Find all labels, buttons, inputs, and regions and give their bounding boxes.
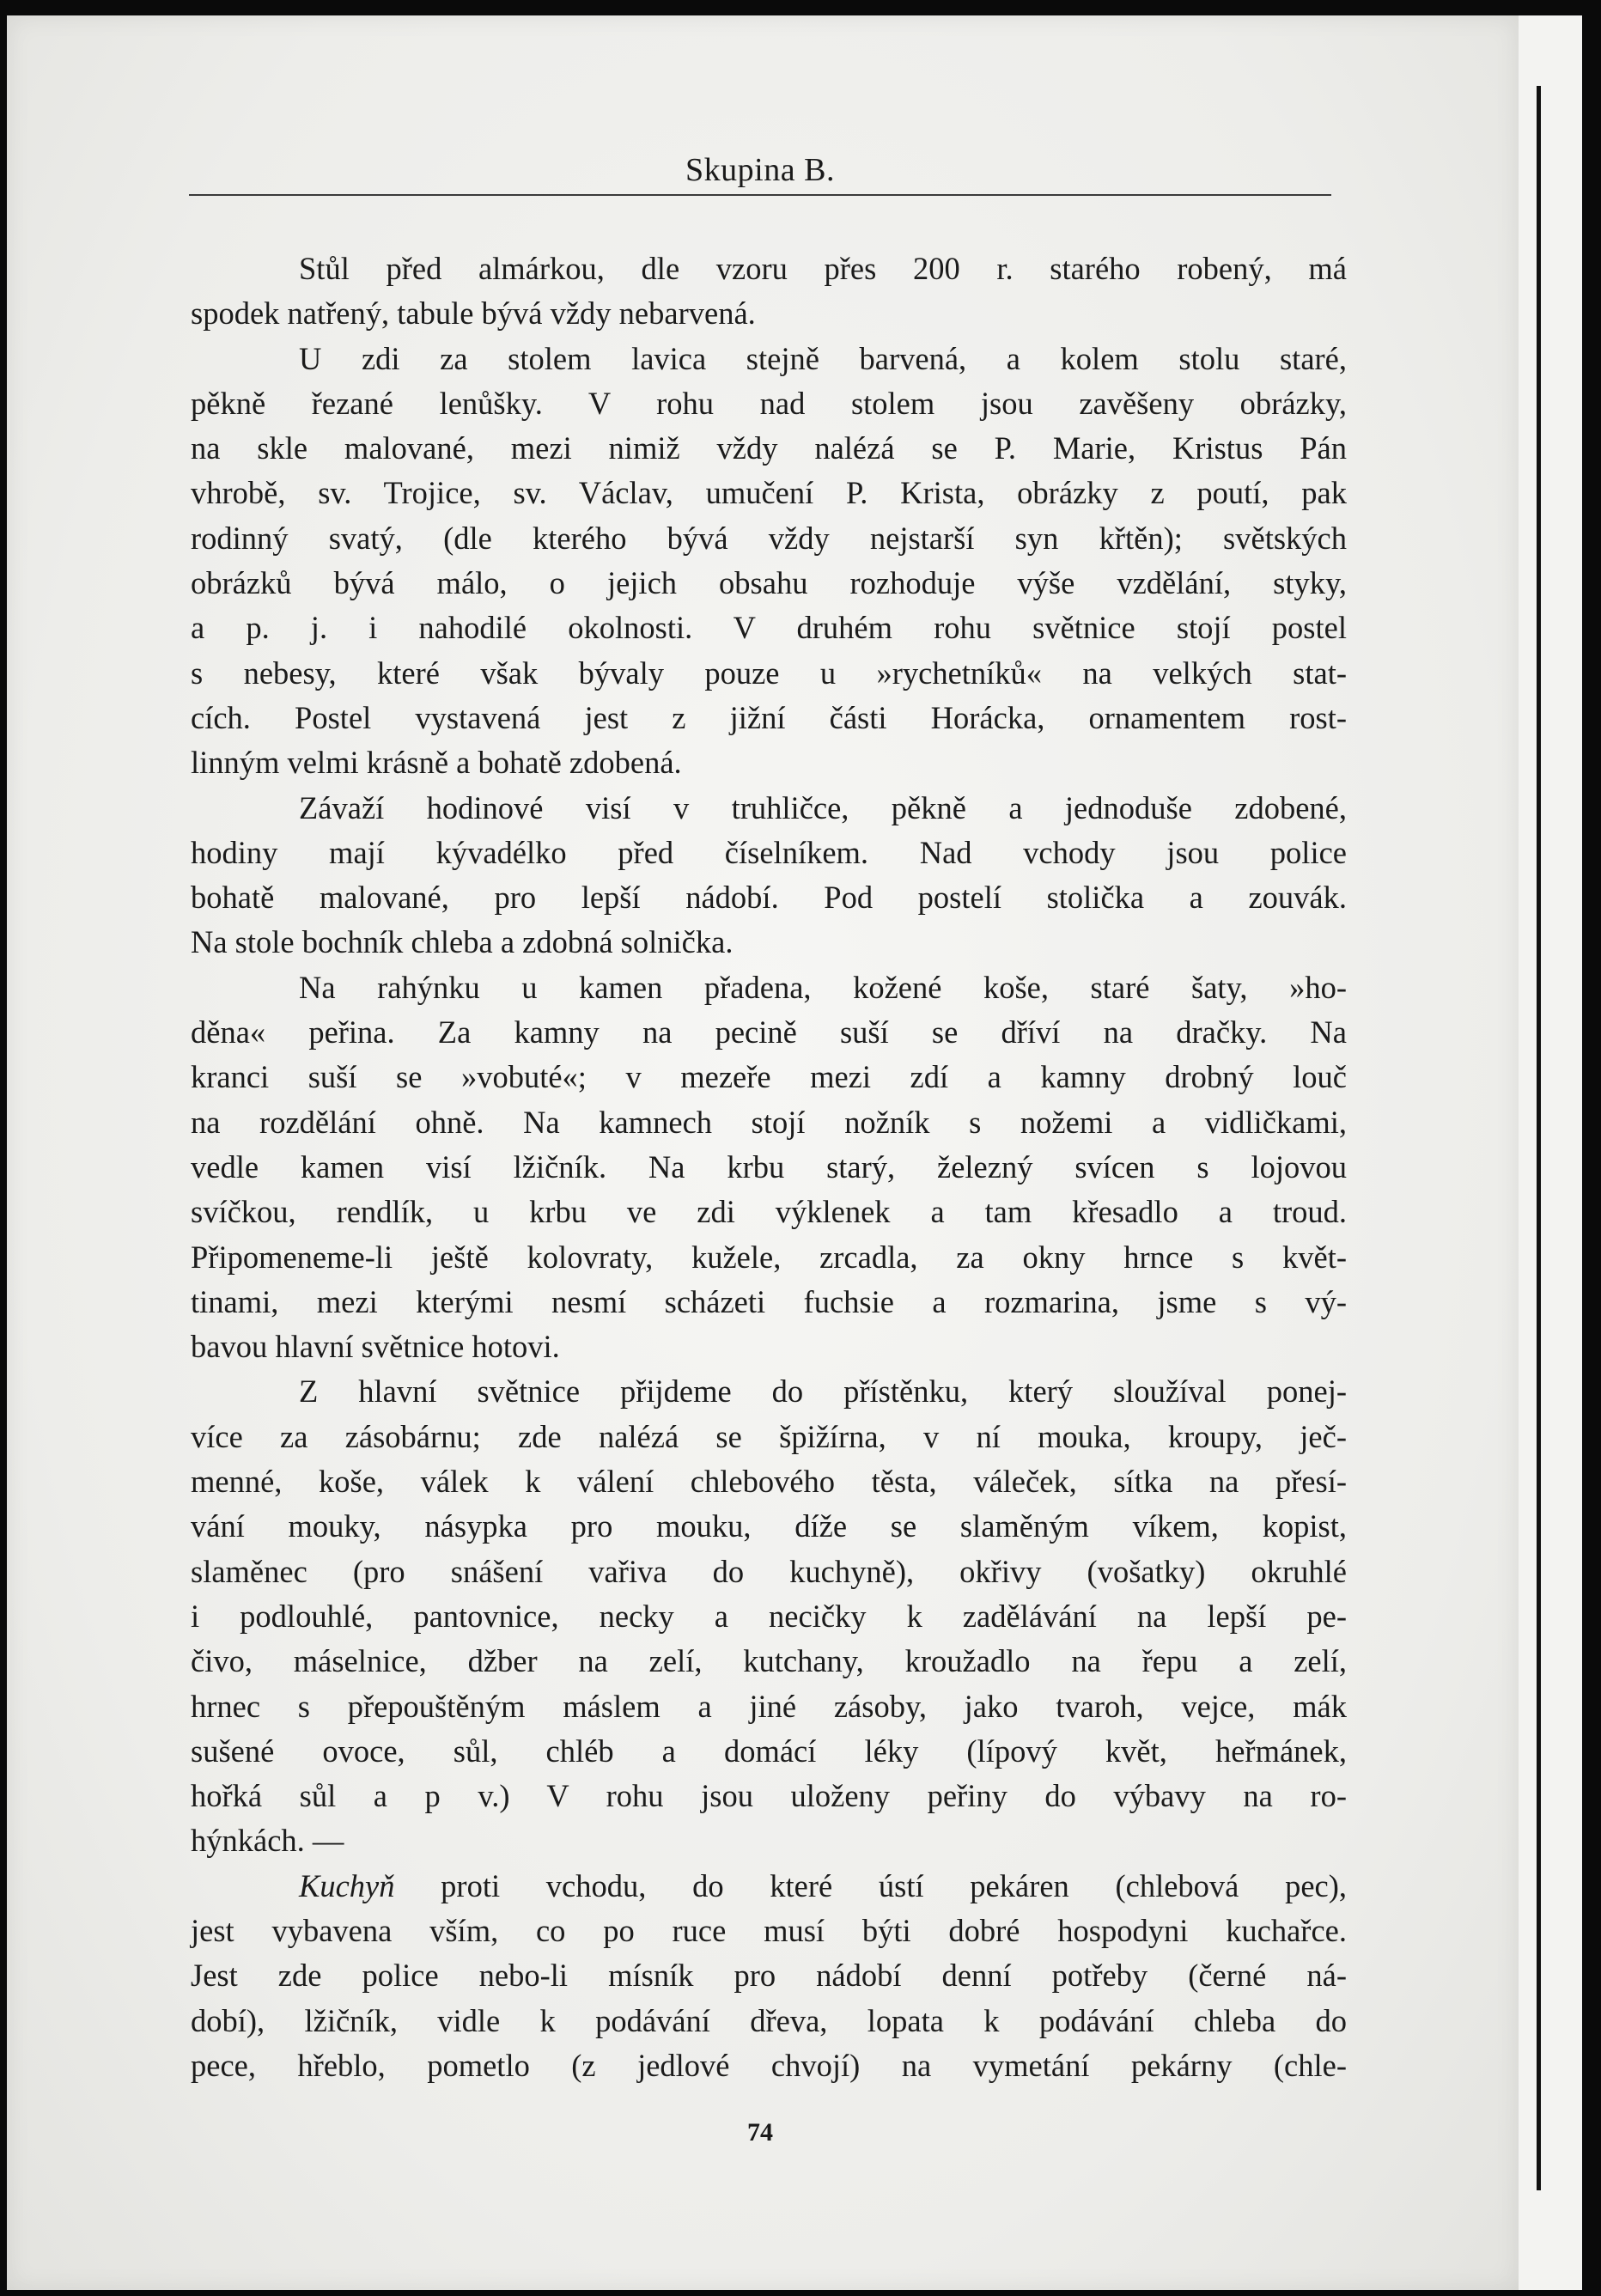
paragraph [191, 965, 1347, 1370]
paragraph [191, 247, 1347, 337]
text-line: menné, koše, válek k válení chlebového těsta, váleček, sítka na přesí- [191, 1464, 1347, 1500]
text-line: svíčkou, rendlík, u krbu ve zdi výklenek a tam křesadlo a troud. [191, 1194, 1347, 1230]
text-line [191, 1864, 1347, 1909]
header-rule [189, 194, 1331, 196]
paragraph [191, 337, 1347, 786]
text-line: i podlouhlé, pantovnice, necky a necičky k zadělávání na lepší pe- [191, 1598, 1347, 1634]
text-line: cích. Postel vystavená jest z jižní části Horácka, ornamentem rost- [191, 699, 1347, 735]
text-line: rodinný svatý, (dle kterého bývá vždy nejstarší syn křtěn); světských [191, 520, 1347, 556]
text-line: vhrobě, sv. Trojice, sv. Václav, umučení P. Krista, obrázky z poutí, pak [191, 475, 1347, 511]
text-line: hodiny mají kývadélko před číselníkem. Nad vchody jsou police [191, 834, 1347, 870]
text-line: více za zásobárnu; zde nalézá se špižírna, v ní mouka, kroupy, ječ- [191, 1418, 1347, 1454]
text-line: s nebesy, které však bývaly pouze u »rychetníků« na velkých stat- [191, 655, 1347, 691]
text-line: dobí), lžičník, vidle k podávání dřeva, lopata k podávání chleba do [191, 2002, 1347, 2038]
text-line: hořká sůl a p v.) V rohu jsou uloženy peřiny do výbavy na ro- [191, 1778, 1347, 1814]
binding-edge [1537, 86, 1541, 2190]
text-line: Jest zde police nebo-li mísník pro nádobí denní potřeby (černé ná- [191, 1958, 1347, 1994]
paragraph [191, 1369, 1347, 1863]
text-line: spodek natřený, tabule bývá vždy nebarvená. [191, 295, 756, 332]
text-line: na rozdělání ohně. Na kamnech stojí nožník s nožemi a vidličkami, [191, 1104, 1347, 1140]
text-line: pece, hřeblo, pometlo (z jedlové chvojí) na vymetání pekárny (chle- [191, 2047, 1347, 2083]
text-line: pěkně řezané lenůšky. V rohu nad stolem jsou zavěšeny obrázky, [191, 385, 1347, 421]
text-line: bohatě malované, pro lepší nádobí. Pod postelí stolička a zouvák. [191, 880, 1347, 916]
text-line: hrnec s přepouštěným máslem a jiné zásoby, jako tvaroh, vejce, mák [191, 1688, 1347, 1724]
text-line: hýnkách. — [191, 1823, 344, 1859]
text-line: slaměnec (pro snášení vařiva do kuchyně), okřivy (vošatky) okruhlé [191, 1553, 1347, 1589]
text-line: Závaží hodinové visí v truhličce, pěkně a jednoduše zdobené, [299, 789, 1347, 825]
text-line: jest vybavena vším, co po ruce musí býti dobré hospodyni kuchařce. [191, 1912, 1347, 1948]
text-line: vání mouky, násypka pro mouku, díže se slaměným víkem, kopist, [191, 1508, 1347, 1544]
text-line: sušené ovoce, sůl, chléb a domácí léky (lípový květ, heřmánek, [191, 1733, 1347, 1769]
text-line: bavou hlavní světnice hotovi. [191, 1329, 560, 1365]
text-line: Na stole bochník chleba a zdobná solnička. [191, 924, 734, 960]
text-line: Připomeneme-li ještě kolovraty, kužele, zrcadla, za okny hrnce s květ- [191, 1239, 1347, 1275]
page-header: Skupina B. [685, 152, 835, 188]
text-line: kranci suší se »vobuté«; v mezeře mezi zdí a kamny drobný louč [191, 1059, 1347, 1095]
text-line: Stůl před almárkou, dle vzoru přes 200 r. starého robený, má [299, 251, 1347, 286]
text-line: Na rahýnku u kamen přadena, kožené koše, staré šaty, »ho- [299, 969, 1347, 1005]
text-line: na skle malované, mezi nimiž vždy nalézá se P. Marie, Kristus Pán [191, 430, 1347, 466]
adjacent-page-edge [1519, 15, 1582, 2290]
italic-term: Kuchyň [299, 1867, 395, 1903]
text-line: a p. j. i nahodilé okolnosti. V druhém rohu světnice stojí postel [191, 610, 1347, 646]
paragraph [191, 1864, 1347, 2088]
text-line: linným velmi krásně a bohatě zdobená. [191, 745, 682, 781]
body-text [191, 247, 1347, 2088]
text-line: čivo, máselnice, džber na zelí, kutchany, kroužadlo na řepu a zelí, [191, 1643, 1347, 1679]
text-run: proti vchodu, do které ústí pekáren (chlebová pec), [394, 1867, 1347, 1903]
page-number: 74 [747, 2118, 773, 2147]
paragraph [191, 786, 1347, 965]
text-line: děna« peřina. Za kamny na pecině suší se dříví na dračky. Na [191, 1014, 1347, 1051]
text-line: Z hlavní světnice přijdeme do přístěnku, který sloužíval ponej- [299, 1373, 1347, 1410]
text-line: obrázků bývá málo, o jejich obsahu rozhoduje výše vzdělání, styky, [191, 565, 1347, 601]
text-line: vedle kamen visí lžičník. Na krbu starý, železný svícen s lojovou [191, 1148, 1347, 1185]
text-line: tinami, mezi kterými nesmí scházeti fuchsie a rozmarina, jsme s vý- [191, 1283, 1347, 1319]
text-line: U zdi za stolem lavica stejně barvená, a kolem stolu staré, [299, 340, 1347, 376]
